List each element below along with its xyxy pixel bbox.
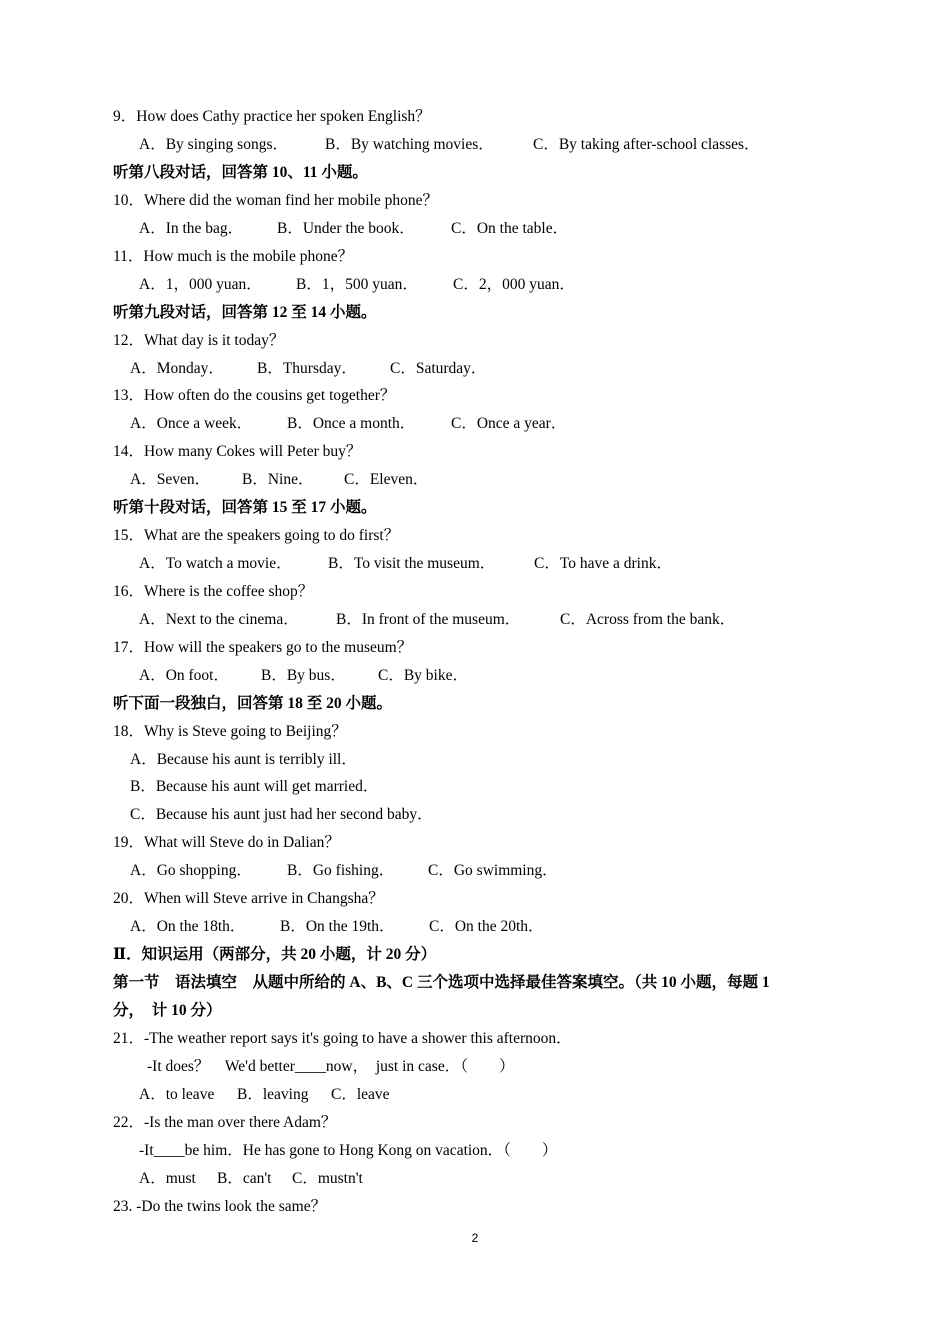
- question-10-options: [139, 219, 568, 239]
- option-a: A．Seven．: [130, 471, 211, 488]
- option-c: C．On the 20th．: [429, 918, 544, 935]
- option-a: A．To watch a movie．: [139, 555, 292, 572]
- option-c: C．leave: [331, 1086, 390, 1103]
- section-heading-9: 听第九段对话，回答第 12 至 14 小题。: [113, 304, 377, 321]
- option-c: C．By bike．: [378, 667, 468, 684]
- question-18-option-a: A．Because his aunt is terribly ill．: [130, 751, 357, 768]
- option-a: A．Go shopping．: [130, 862, 252, 879]
- option-c: C．Go swimming．: [428, 862, 558, 879]
- option-b: B．Thursday．: [257, 360, 357, 377]
- part-two-heading: Ⅱ．知识运用（两部分，共 20 小题，计 20 分）: [113, 946, 437, 963]
- question-20-stem: 20．When will Steve arrive in Changsha？: [113, 890, 384, 907]
- option-c: C．Saturday．: [390, 360, 487, 377]
- question-13-options: [130, 414, 566, 434]
- section-heading-11: 听下面一段独白，回答第 18 至 20 小题。: [113, 695, 393, 712]
- option-a: A．In the bag．: [139, 220, 244, 237]
- option-a: A．Next to the cinema．: [139, 611, 299, 628]
- section-one-instruction-line2: 分， 计 10 分）: [113, 1002, 222, 1019]
- question-17-stem: 17．How will the speakers go to the museum？: [113, 639, 413, 656]
- question-19-stem: 19．What will Steve do in Dalian？: [113, 834, 340, 851]
- question-14-options: [130, 470, 428, 490]
- option-b: B．To visit the museum．: [328, 555, 496, 572]
- question-21-options: [139, 1085, 390, 1105]
- question-9-stem: 9．How does Cathy practice her spoken English？: [113, 108, 431, 125]
- question-22-options: [139, 1169, 363, 1189]
- option-c: C．2，000 yuan．: [453, 276, 575, 293]
- option-b: B．can't: [217, 1170, 272, 1187]
- section-heading-8: 听第八段对话，回答第 10、11 小题。: [113, 164, 368, 181]
- page-number: 2: [471, 1231, 479, 1245]
- question-9-options: [139, 135, 760, 155]
- question-12-stem: 12．What day is it today？: [113, 332, 285, 349]
- question-13-stem: 13．How often do the cousins get together？: [113, 387, 396, 404]
- option-c: C．On the table．: [451, 220, 569, 237]
- option-a: A．to leave: [139, 1086, 215, 1103]
- option-b: B．Go fishing．: [287, 862, 395, 879]
- question-16-stem: 16．Where is the coffee shop？: [113, 583, 314, 600]
- option-a: A．must: [139, 1170, 196, 1187]
- option-a: A．By singing songs．: [139, 136, 288, 153]
- option-a: A．On the 18th．: [130, 918, 246, 935]
- question-21-stem: 21．-The weather report says it's going to have a shower this afternoon．: [113, 1030, 572, 1047]
- question-22-stem: 22．-Is the man over there Adam？: [113, 1114, 337, 1131]
- question-14-stem: 14．How many Cokes will Peter buy？: [113, 443, 362, 460]
- question-18-option-b: B．Because his aunt will get married．: [130, 778, 379, 795]
- question-20-options: [130, 917, 544, 937]
- option-c: C．Once a year．: [451, 415, 567, 432]
- question-11-options: [139, 275, 575, 295]
- section-heading-10: 听第十段对话，回答第 15 至 17 小题。: [113, 499, 377, 516]
- option-a: A．On foot．: [139, 667, 229, 684]
- question-23-stem: 23. -Do the twins look the same？: [113, 1198, 327, 1215]
- option-c: C．By taking after-school classes．: [533, 136, 760, 153]
- option-c: C．Eleven．: [344, 471, 429, 488]
- question-15-options: [139, 554, 672, 574]
- option-a: A．Once a week．: [130, 415, 253, 432]
- question-18-option-c: C．Because his aunt just had her second baby．: [130, 806, 433, 823]
- question-15-stem: 15．What are the speakers going to do first？: [113, 527, 400, 544]
- section-one-instruction-line1: 第一节 语法填空 从题中所给的 A、B、C 三个选项中选择最佳答案填空。（共 10 小题，每题 1: [113, 974, 770, 991]
- option-b: B．On the 19th．: [280, 918, 395, 935]
- question-10-stem: 10．Where did the woman find her mobile phone？: [113, 192, 438, 209]
- question-21-reply: -It does？ We'd better____now， just in case．（ ）: [147, 1058, 515, 1075]
- option-b: B．leaving: [237, 1086, 309, 1103]
- question-18-stem: 18．Why is Steve going to Beijing？: [113, 723, 347, 740]
- option-b: B．By bus．: [261, 667, 346, 684]
- option-a: A．1，000 yuan．: [139, 276, 262, 293]
- question-22-reply: -It____be him．He has gone to Hong Kong on vacation．（ ）: [139, 1142, 558, 1159]
- option-b: B．Once a month．: [287, 415, 416, 432]
- option-b: B．In front of the museum．: [336, 611, 521, 628]
- question-19-options: [130, 861, 558, 881]
- option-a: A．Monday．: [130, 360, 224, 377]
- question-16-options: [139, 610, 735, 630]
- option-b: B．By watching movies．: [325, 136, 494, 153]
- option-b: B．1，500 yuan．: [296, 276, 418, 293]
- option-c: C．mustn't: [292, 1170, 363, 1187]
- question-17-options: [139, 666, 468, 686]
- question-11-stem: 11．How much is the mobile phone？: [113, 248, 354, 265]
- question-12-options: [130, 359, 486, 379]
- option-b: B．Nine．: [242, 471, 314, 488]
- option-b: B．Under the book．: [277, 220, 415, 237]
- option-c: C．Across from the bank．: [560, 611, 736, 628]
- option-c: C．To have a drink．: [534, 555, 672, 572]
